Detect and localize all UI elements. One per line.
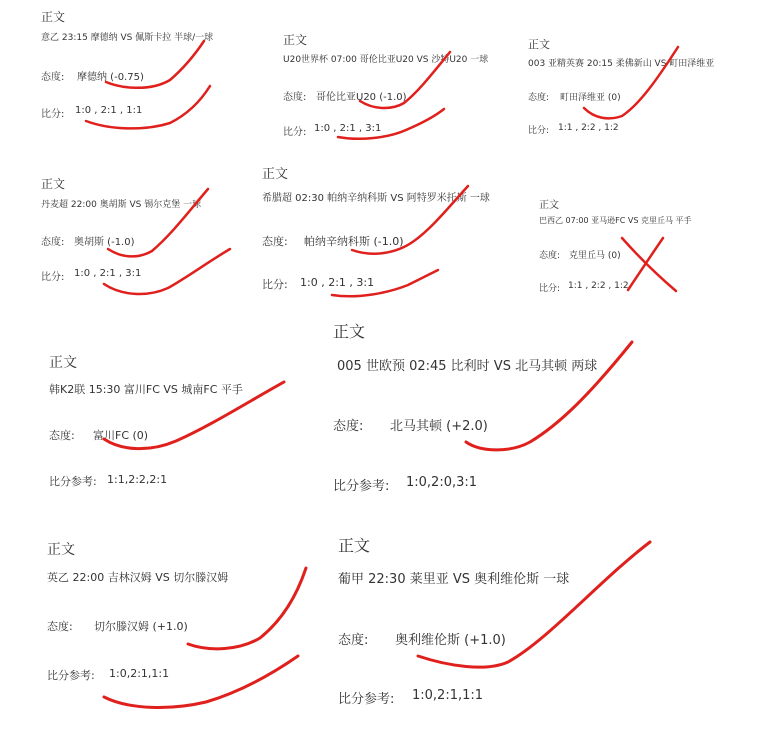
attitude-value: 奥利维伦斯 (+1.0) bbox=[395, 633, 506, 648]
score-value: 1:0 , 2:1 , 3:1 bbox=[74, 268, 142, 279]
match-line: 丹麦超 22:00 奥胡斯 VS 锡尔克堡 一球 bbox=[41, 200, 202, 210]
score-label: 比分参考: bbox=[49, 475, 97, 488]
card-title: 正文 bbox=[49, 355, 77, 371]
match-line: 巴西乙 07:00 亚马逊FC VS 克里丘马 平手 bbox=[539, 216, 692, 225]
match-line: 韩K2联 15:30 富川FC VS 城南FC 平手 bbox=[49, 383, 243, 396]
score-label: 比分参考: bbox=[338, 692, 395, 707]
attitude-value: 哥伦比亚U20 (-1.0) bbox=[316, 92, 407, 103]
prediction-card bbox=[283, 31, 513, 141]
prediction-card bbox=[539, 196, 764, 296]
prediction-card bbox=[41, 175, 271, 290]
score-value: 1:0 , 2:1 , 3:1 bbox=[314, 123, 382, 134]
score-label: 比分: bbox=[528, 126, 550, 136]
score-value: 1:0 , 2:1 , 3:1 bbox=[300, 276, 375, 289]
attitude-label: 态度: bbox=[262, 235, 288, 248]
score-value: 1:1 , 2:2 , 1:2 bbox=[568, 281, 629, 291]
score-label: 比分: bbox=[283, 127, 307, 138]
attitude-label: 态度: bbox=[528, 93, 550, 103]
score-label: 比分: bbox=[539, 284, 561, 294]
card-title: 正文 bbox=[333, 322, 366, 341]
score-label: 比分参考: bbox=[333, 479, 390, 494]
attitude-label: 态度: bbox=[283, 92, 307, 103]
attitude-label: 态度: bbox=[41, 237, 65, 248]
score-label: 比分: bbox=[41, 272, 65, 283]
prediction-card bbox=[262, 163, 532, 293]
attitude-label: 态度: bbox=[333, 419, 364, 434]
attitude-label: 态度: bbox=[41, 72, 65, 83]
attitude-label: 态度: bbox=[47, 620, 73, 633]
attitude-value: 克里丘马 (0) bbox=[569, 251, 621, 261]
match-line: 希腊超 02:30 帕纳辛纳科斯 VS 阿特罗米托斯 一球 bbox=[262, 193, 490, 204]
attitude-value: 町田泽维亚 (0) bbox=[560, 93, 621, 103]
card-title: 正文 bbox=[539, 200, 559, 211]
attitude-value: 帕纳辛纳科斯 (-1.0) bbox=[304, 235, 404, 248]
attitude-value: 切尔滕汉姆 (+1.0) bbox=[94, 620, 188, 633]
match-line: 英乙 22:00 吉林汉姆 VS 切尔滕汉姆 bbox=[47, 571, 229, 584]
attitude-label: 态度: bbox=[539, 251, 561, 261]
match-line: 意乙 23:15 摩德纳 VS 佩斯卡拉 半球/一球 bbox=[41, 33, 214, 43]
card-title: 正文 bbox=[41, 177, 66, 191]
match-line: 003 亚精英赛 20:15 柔佛新山 VS 町田泽维亚 bbox=[528, 59, 715, 69]
score-value: 1:0,2:1,1:1 bbox=[412, 688, 484, 703]
prediction-card bbox=[528, 36, 758, 141]
score-value: 1:0,2:0,3:1 bbox=[406, 475, 478, 490]
attitude-label: 态度: bbox=[49, 429, 75, 442]
score-value: 1:0 , 2:1 , 1:1 bbox=[75, 105, 143, 116]
attitude-value: 富川FC (0) bbox=[93, 429, 149, 442]
prediction-card bbox=[338, 533, 718, 713]
card-title: 正文 bbox=[283, 33, 308, 47]
attitude-value: 奥胡斯 (-1.0) bbox=[74, 237, 135, 248]
attitude-label: 态度: bbox=[338, 633, 369, 648]
card-title: 正文 bbox=[41, 10, 66, 24]
score-label: 比分参考: bbox=[47, 669, 95, 682]
attitude-value: 北马其顿 (+2.0) bbox=[390, 419, 488, 434]
card-title: 正文 bbox=[47, 542, 75, 558]
prediction-card bbox=[41, 8, 271, 136]
score-value: 1:0,2:1,1:1 bbox=[109, 667, 170, 680]
card-title: 正文 bbox=[528, 38, 550, 51]
match-line: U20世界杯 07:00 哥伦比亚U20 VS 沙特U20 一球 bbox=[283, 55, 489, 65]
prediction-card bbox=[333, 319, 713, 499]
attitude-value: 摩德纳 (-0.75) bbox=[77, 72, 144, 83]
card-title: 正文 bbox=[338, 536, 371, 555]
score-label: 比分: bbox=[41, 109, 65, 120]
match-line: 005 世欧预 02:45 比利时 VS 北马其顿 两球 bbox=[337, 359, 598, 374]
card-title: 正文 bbox=[262, 167, 289, 182]
prediction-card bbox=[49, 352, 319, 492]
score-value: 1:1,2:2,2:1 bbox=[107, 473, 168, 486]
score-value: 1:1 , 2:2 , 1:2 bbox=[558, 123, 619, 133]
match-line: 葡甲 22:30 莱里亚 VS 奥利维伦斯 一球 bbox=[338, 572, 570, 587]
prediction-card bbox=[47, 539, 317, 689]
score-label: 比分: bbox=[262, 278, 288, 291]
